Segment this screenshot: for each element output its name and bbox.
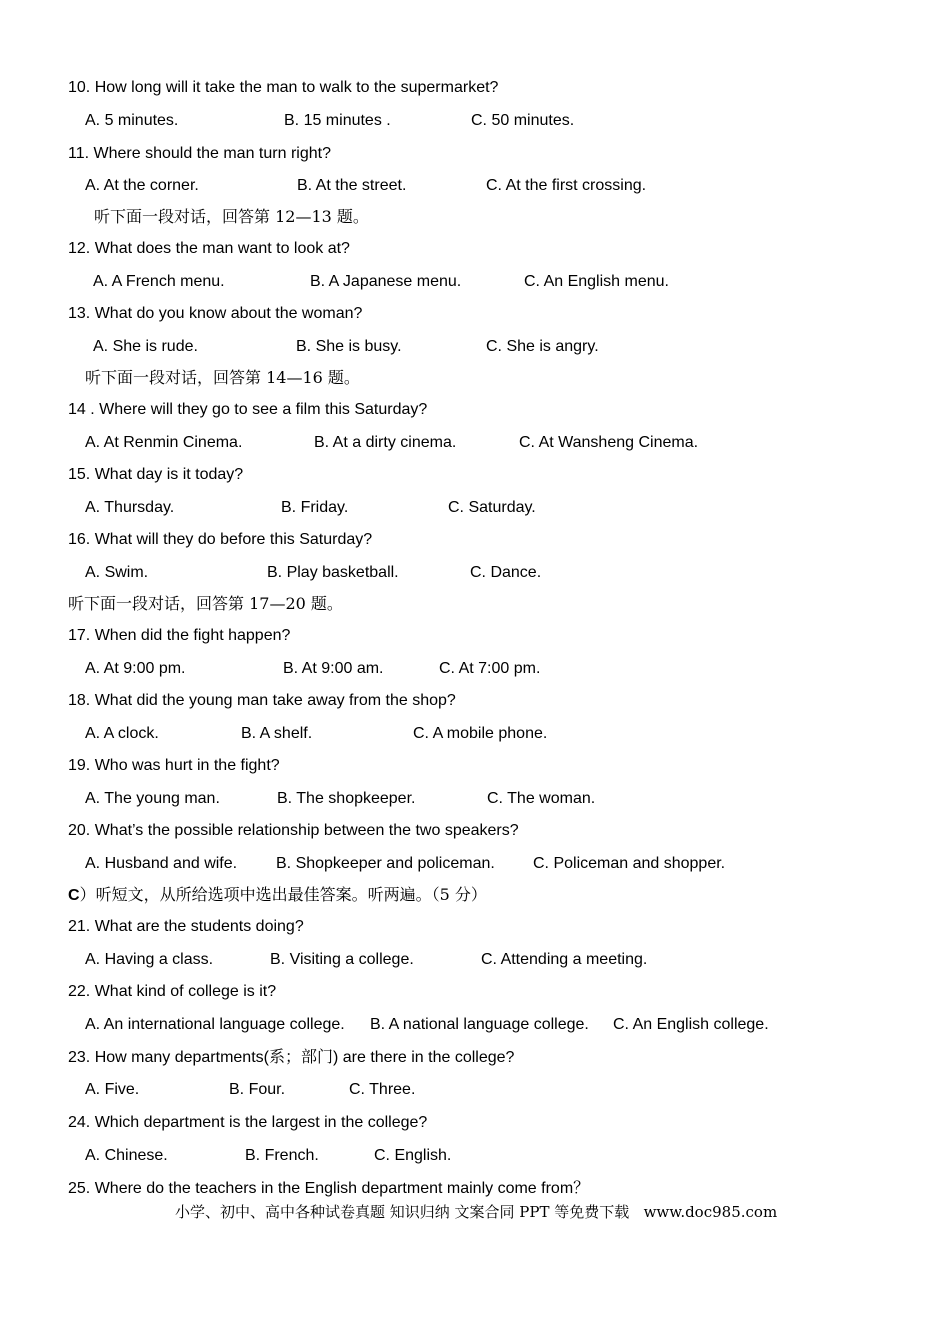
footer-url[interactable]: www.doc985.com <box>643 1203 778 1221</box>
option-c: C. Three. <box>349 1081 416 1098</box>
question-16: 16. What will they do before this Saturday? <box>68 531 373 548</box>
option-a: A. Swim. <box>85 564 149 581</box>
question-12: 12. What does the man want to look at? <box>68 240 350 257</box>
option-c: C. Saturday. <box>448 499 536 516</box>
option-b: B. Shopkeeper and policeman. <box>276 855 495 872</box>
option-b: B. 15 minutes . <box>284 112 391 129</box>
option-b: B. At a dirty cinema. <box>314 434 457 451</box>
option-c: C. Attending a meeting. <box>481 951 648 968</box>
option-b: B. Visiting a college. <box>270 951 414 968</box>
option-c: C. The woman. <box>487 790 596 807</box>
question-25: 25. Where do the teachers in the English department mainly come from？ <box>68 1180 590 1197</box>
question-18: 18. What did the young man take away from the shop? <box>68 692 456 709</box>
option-b: B. Four. <box>229 1081 286 1098</box>
option-b: B. A national language college. <box>370 1016 589 1033</box>
option-c: C. An English menu. <box>524 273 669 290</box>
option-b: B. A shelf. <box>241 725 313 742</box>
question-19: 19. Who was hurt in the fight? <box>68 757 280 774</box>
question-17: 17. When did the fight happen? <box>68 627 291 644</box>
option-c: C. At Wansheng Cinema. <box>519 434 699 451</box>
footer <box>175 1202 777 1222</box>
question-23: 23. How many departments(系；部门) are there in the college? <box>68 1049 515 1066</box>
option-a: A. A clock. <box>85 725 159 742</box>
instruction-q14-16: 听下面一段对话，回答第 14—16 题。 <box>85 368 360 387</box>
question-22: 22. What kind of college is it? <box>68 983 277 1000</box>
option-b: B. At 9:00 am. <box>283 660 384 677</box>
section-c-label: C <box>68 887 80 904</box>
option-a: A. Thursday. <box>85 499 175 516</box>
option-a: A. A French menu. <box>93 273 225 290</box>
option-a: A. The young man. <box>85 790 220 807</box>
question-24: 24. Which department is the largest in the college? <box>68 1114 428 1131</box>
option-a: A. At 9:00 pm. <box>85 660 186 677</box>
question-15: 15. What day is it today? <box>68 466 244 483</box>
option-a: A. At the corner. <box>85 177 199 194</box>
option-c: C. She is angry. <box>486 338 599 355</box>
option-c: C. Dance. <box>470 564 542 581</box>
option-a: A. 5 minutes. <box>85 112 179 129</box>
option-c: C. At 7:00 pm. <box>439 660 541 677</box>
option-a: A. At Renmin Cinema. <box>85 434 243 451</box>
section-c-text: ）听短文，从所给选项中选出最佳答案。听两遍。（5 分） <box>79 885 487 904</box>
question-11: 11. Where should the man turn right? <box>68 145 331 162</box>
question-21: 21. What are the students doing? <box>68 918 304 935</box>
option-b: B. Play basketball. <box>267 564 399 581</box>
section-c-instruction <box>68 885 487 906</box>
question-14: 14 . Where will they go to see a film this Saturday? <box>68 401 428 418</box>
option-b: B. The shopkeeper. <box>277 790 416 807</box>
question-13: 13. What do you know about the woman? <box>68 305 363 322</box>
option-b: B. A Japanese menu. <box>310 273 462 290</box>
option-a: A. Five. <box>85 1081 140 1098</box>
option-c: C. English. <box>374 1147 452 1164</box>
option-c: C. 50 minutes. <box>471 112 575 129</box>
option-a: A. Husband and wife. <box>85 855 238 872</box>
question-10: 10. How long will it take the man to walk to the supermarket? <box>68 79 499 96</box>
option-b: B. Friday. <box>281 499 349 516</box>
option-b: B. She is busy. <box>296 338 402 355</box>
option-a: A. Chinese. <box>85 1147 168 1164</box>
option-c: C. An English college. <box>613 1016 769 1033</box>
option-a: A. She is rude. <box>93 338 198 355</box>
option-a: A. An international language college. <box>85 1016 345 1033</box>
option-c: C. At the first crossing. <box>486 177 647 194</box>
option-b: B. French. <box>245 1147 319 1164</box>
question-20: 20. What’s the possible relationship between the two speakers? <box>68 822 519 839</box>
option-b: B. At the street. <box>297 177 407 194</box>
option-c: C. Policeman and shopper. <box>533 855 726 872</box>
option-a: A. Having a class. <box>85 951 214 968</box>
footer-text: 小学、初中、高中各种试卷真题 知识归纳 文案合同 PPT 等免费下载 <box>175 1203 630 1221</box>
instruction-q17-20: 听下面一段对话，回答第 17—20 题。 <box>68 594 343 613</box>
instruction-q12-13: 听下面一段对话，回答第 12—13 题。 <box>94 207 369 226</box>
option-c: C. A mobile phone. <box>413 725 548 742</box>
